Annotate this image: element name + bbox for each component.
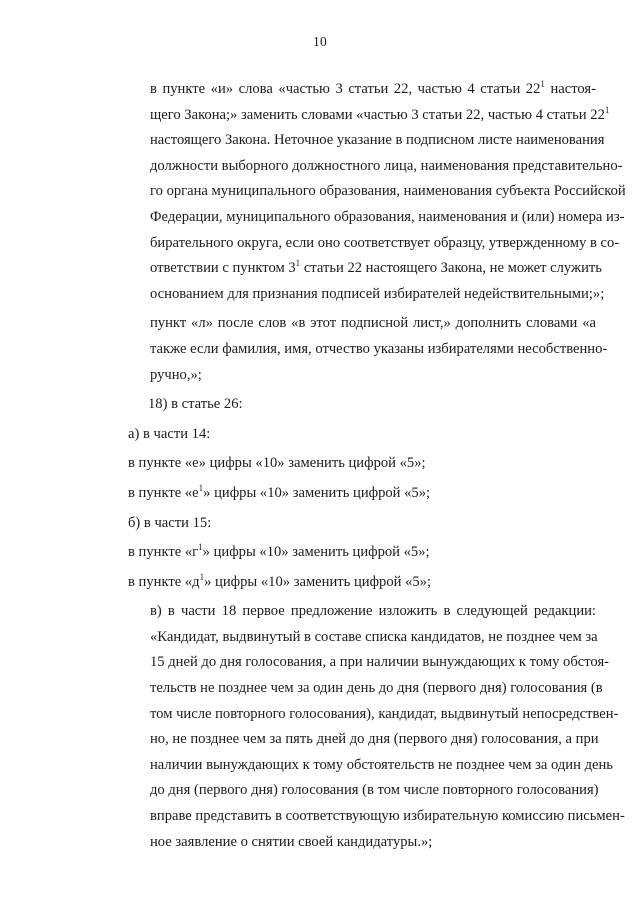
text-line: вправе представить в соответствующую избирательную комиссию письмен- (150, 808, 625, 825)
paragraph-2 (128, 311, 608, 388)
paragraph-final (128, 599, 625, 855)
text-line: том числе повторного голосования), кандидат, выдвинутый непосредствен- (150, 705, 619, 722)
text-line: ное заявление о снятии своей кандидатуры.»; (150, 833, 433, 850)
text-line: бирательного округа, если оно соответствует образцу, утвержденному в со- (150, 234, 620, 251)
text-line: также если фамилия, имя, отчество указаны избирателями несобственно- (150, 340, 608, 357)
list-item: в пункте «$е^1$» цифры «10» заменить цифрой «5»; (128, 482, 431, 501)
text-line: должности выборного должностного лица, наименования представительно- (150, 157, 623, 174)
text-line: 15 дней до дня голосования, а при наличии вынуждающих к тому обстоя- (150, 654, 610, 671)
text-line: основанием для признания подписей избирателей недействительными;»; (150, 285, 605, 302)
document-body (128, 77, 626, 855)
text-line: ручно,»; (150, 366, 202, 383)
text-line: но, не позднее чем за пять дней до дня (первого дня) голосования, а при (150, 731, 599, 748)
text-line: в) в части 18 первое предложение изложить в следующей редакции: (150, 603, 596, 620)
text-line: наличии вынуждающих к тому обстоятельств не позднее чем за один день (150, 756, 613, 773)
text-line: «Кандидат, выдвинутый в составе списка кандидатов, не позднее чем за (150, 628, 598, 645)
text-line: Федерации, муниципального образования, наименования и (или) номера из- (150, 208, 625, 225)
text-line: пункт «л» после слов «в этот подписной лист,» дополнить словами «а (150, 315, 596, 332)
list-item: в пункте «$д^1$» цифры «10» заменить цифрой «5»; (128, 571, 432, 590)
list-item: а) в части 14: (128, 425, 211, 442)
text-line: в пункте «и» слова «частью 3 статьи 22, частью 4 статьи $22^1$ настоя- (150, 79, 596, 97)
page-number: 10 (313, 34, 327, 49)
text-line: до дня (первого дня) голосования (в том числе повторного голосования) (150, 782, 599, 799)
amendment-list (128, 392, 596, 595)
list-item: б) в части 15: (128, 514, 212, 531)
list-item: 18) в статье 26: (148, 396, 243, 413)
list-item: в пункте «е» цифры «10» заменить цифрой «5»; (128, 455, 426, 472)
text-line: тельств не позднее чем за один день до дня (первого дня) голосования (в (150, 680, 603, 697)
text-line: настоящего Закона. Неточное указание в подписном листе наименования (150, 132, 605, 149)
paragraph-1 (128, 77, 626, 307)
text-line: го органа муниципального образования, наименования субъекта Российской (150, 183, 626, 200)
text-line: ответствии с пунктом $3^1$ статьи 22 настоящего Закона, не может служить (150, 258, 602, 277)
text-line: щего Закона;» заменить словами «частью 3 статьи 22, частью 4 статьи $22^1$ (150, 104, 610, 123)
list-item: в пункте «$г^1$» цифры «10» заменить цифрой «5»; (128, 542, 430, 561)
